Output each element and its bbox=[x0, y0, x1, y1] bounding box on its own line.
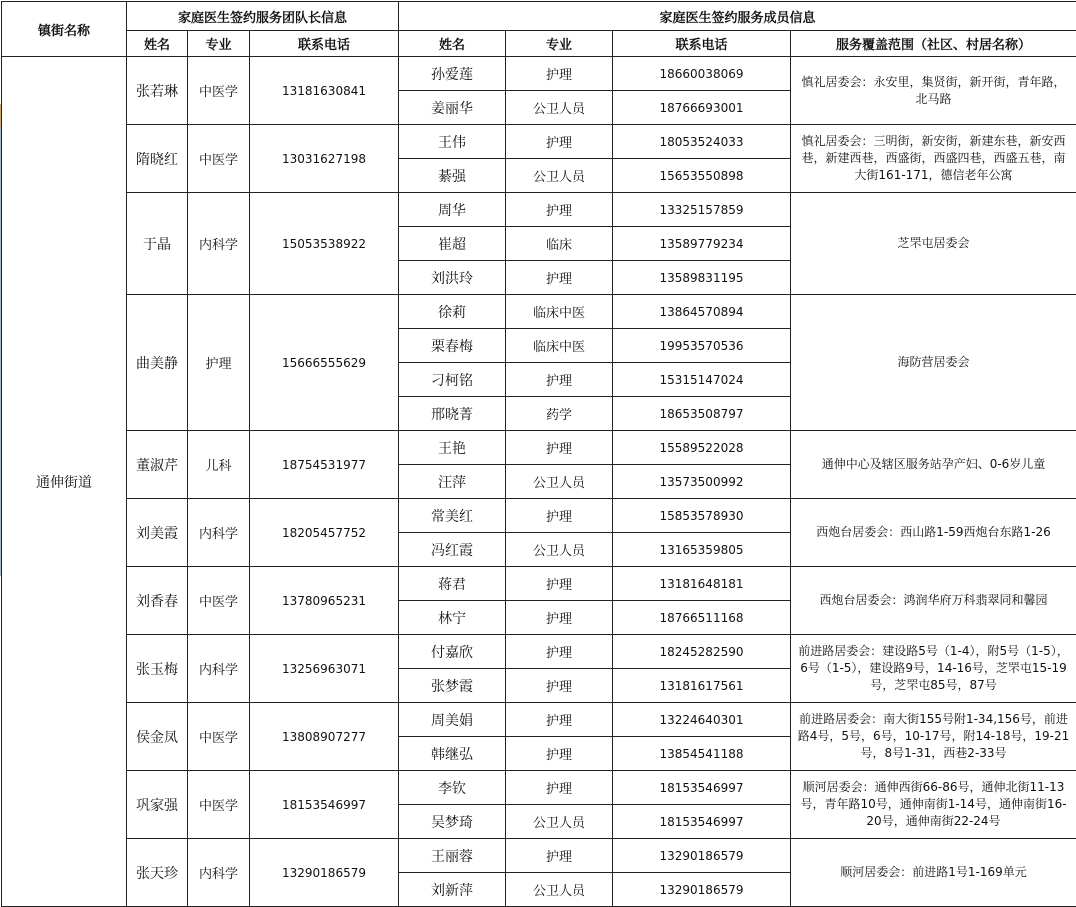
leader-phone: 15666555629 bbox=[249, 294, 399, 431]
leader-name: 董淑芹 bbox=[126, 430, 188, 499]
leader-specialty: 中医学 bbox=[187, 770, 250, 839]
leader-phone: 13808907277 bbox=[249, 702, 399, 771]
member-phone: 13864570894 bbox=[612, 294, 791, 329]
header-member-col: 联系电话 bbox=[612, 30, 791, 57]
leader-specialty: 中医学 bbox=[187, 124, 250, 193]
member-name: 王艳 bbox=[398, 430, 506, 465]
member-phone: 15589522028 bbox=[612, 430, 791, 465]
member-phone: 13181648181 bbox=[612, 566, 791, 601]
street-name: 通伸街道 bbox=[1, 56, 127, 907]
leader-phone: 18153546997 bbox=[249, 770, 399, 839]
member-phone: 18660038069 bbox=[612, 56, 791, 91]
member-name: 刁柯铭 bbox=[398, 362, 506, 397]
member-specialty: 护理 bbox=[505, 192, 613, 227]
member-name: 汪萍 bbox=[398, 464, 506, 499]
member-name: 姜丽华 bbox=[398, 90, 506, 125]
header-member-group: 家庭医生签约服务成员信息 bbox=[398, 1, 1076, 31]
member-specialty: 护理 bbox=[505, 600, 613, 635]
member-specialty: 护理 bbox=[505, 124, 613, 159]
member-name: 崔超 bbox=[398, 226, 506, 261]
member-phone: 18153546997 bbox=[612, 804, 791, 839]
leader-phone: 18754531977 bbox=[249, 430, 399, 499]
leader-name: 侯金凤 bbox=[126, 702, 188, 771]
member-name: 周华 bbox=[398, 192, 506, 227]
service-area: 顺河居委会：通伸西街66-86号，通伸北街11-13号，青年路10号，通伸南街1-14号，通伸南街16-20号，通伸南街22-24号 bbox=[790, 770, 1076, 839]
service-area: 西炮台居委会：西山路1-59西炮台东路1-26 bbox=[790, 498, 1076, 567]
member-phone: 18766693001 bbox=[612, 90, 791, 125]
member-phone: 18653508797 bbox=[612, 396, 791, 431]
leader-name: 巩家强 bbox=[126, 770, 188, 839]
member-name: 刘新萍 bbox=[398, 872, 506, 907]
leader-specialty: 内科学 bbox=[187, 838, 250, 907]
leader-phone: 18205457752 bbox=[249, 498, 399, 567]
service-area: 西炮台居委会：鸿润华府万科翡翠同和馨园 bbox=[790, 566, 1076, 635]
leader-phone: 13181630841 bbox=[249, 56, 399, 125]
member-specialty: 公卫人员 bbox=[505, 158, 613, 193]
member-phone: 19953570536 bbox=[612, 328, 791, 363]
member-specialty: 药学 bbox=[505, 396, 613, 431]
member-name: 徐莉 bbox=[398, 294, 506, 329]
member-phone: 13290186579 bbox=[612, 838, 791, 873]
leader-name: 张若琳 bbox=[126, 56, 188, 125]
member-phone: 13290186579 bbox=[612, 872, 791, 907]
member-phone: 18245282590 bbox=[612, 634, 791, 669]
member-name: 孙爱莲 bbox=[398, 56, 506, 91]
service-area: 慎礼居委会：永安里，集贤街，新开街，青年路，北马路 bbox=[790, 56, 1076, 125]
member-specialty: 护理 bbox=[505, 668, 613, 703]
member-specialty: 护理 bbox=[505, 770, 613, 805]
member-name: 李钦 bbox=[398, 770, 506, 805]
header-street: 镇街名称 bbox=[1, 1, 127, 57]
member-name: 王丽蓉 bbox=[398, 838, 506, 873]
member-name: 吴梦琦 bbox=[398, 804, 506, 839]
member-phone: 15653550898 bbox=[612, 158, 791, 193]
leader-name: 张玉梅 bbox=[126, 634, 188, 703]
leader-specialty: 中医学 bbox=[187, 566, 250, 635]
member-specialty: 护理 bbox=[505, 56, 613, 91]
member-specialty: 护理 bbox=[505, 838, 613, 873]
leader-phone: 13031627198 bbox=[249, 124, 399, 193]
header-leader-col: 专业 bbox=[187, 30, 250, 57]
member-specialty: 护理 bbox=[505, 702, 613, 737]
member-specialty: 公卫人员 bbox=[505, 90, 613, 125]
member-phone: 18766511168 bbox=[612, 600, 791, 635]
leader-name: 张天珍 bbox=[126, 838, 188, 907]
member-name: 邢晓菁 bbox=[398, 396, 506, 431]
service-area: 通伸中心及辖区服务站孕产妇、0-6岁儿童 bbox=[790, 430, 1076, 499]
member-phone: 18153546997 bbox=[612, 770, 791, 805]
member-name: 林宁 bbox=[398, 600, 506, 635]
member-specialty: 护理 bbox=[505, 634, 613, 669]
leader-name: 于晶 bbox=[126, 192, 188, 295]
header-member-col: 服务覆盖范围（社区、村居名称） bbox=[790, 30, 1076, 57]
leader-name: 隋晓红 bbox=[126, 124, 188, 193]
header-member-col: 姓名 bbox=[398, 30, 506, 57]
service-area: 前进路居委会：建设路5号（1-4），附5号（1-5），6号（1-5），建设路9号，14-16号，芝罘屯15-19号，芝罘屯85号，87号 bbox=[790, 634, 1076, 703]
leader-name: 刘香春 bbox=[126, 566, 188, 635]
member-name: 冯红霞 bbox=[398, 532, 506, 567]
member-specialty: 护理 bbox=[505, 260, 613, 295]
leader-phone: 13256963071 bbox=[249, 634, 399, 703]
member-name: 常美红 bbox=[398, 498, 506, 533]
member-phone: 15853578930 bbox=[612, 498, 791, 533]
member-phone: 15315147024 bbox=[612, 362, 791, 397]
header-leader-col: 联系电话 bbox=[249, 30, 399, 57]
member-specialty: 临床中医 bbox=[505, 328, 613, 363]
member-phone: 13224640301 bbox=[612, 702, 791, 737]
member-specialty: 临床中医 bbox=[505, 294, 613, 329]
member-specialty: 护理 bbox=[505, 430, 613, 465]
leader-phone: 13290186579 bbox=[249, 838, 399, 907]
member-name: 付嘉欣 bbox=[398, 634, 506, 669]
member-specialty: 公卫人员 bbox=[505, 532, 613, 567]
member-name: 王伟 bbox=[398, 124, 506, 159]
member-specialty: 护理 bbox=[505, 498, 613, 533]
member-specialty: 临床 bbox=[505, 226, 613, 261]
member-phone: 13854541188 bbox=[612, 736, 791, 771]
leader-specialty: 内科学 bbox=[187, 192, 250, 295]
member-phone: 18053524033 bbox=[612, 124, 791, 159]
member-name: 刘洪玲 bbox=[398, 260, 506, 295]
header-leader-col: 姓名 bbox=[126, 30, 188, 57]
member-name: 栗春梅 bbox=[398, 328, 506, 363]
leader-specialty: 内科学 bbox=[187, 634, 250, 703]
member-phone: 13325157859 bbox=[612, 192, 791, 227]
member-phone: 13181617561 bbox=[612, 668, 791, 703]
service-area: 顺河居委会：前进路1号1-169单元 bbox=[790, 838, 1076, 907]
member-name: 蒋君 bbox=[398, 566, 506, 601]
member-name: 张梦霞 bbox=[398, 668, 506, 703]
leader-name: 曲美静 bbox=[126, 294, 188, 431]
member-specialty: 公卫人员 bbox=[505, 464, 613, 499]
member-specialty: 护理 bbox=[505, 736, 613, 771]
service-area: 芝罘屯居委会 bbox=[790, 192, 1076, 295]
leader-phone: 13780965231 bbox=[249, 566, 399, 635]
header-leader-group: 家庭医生签约服务团队长信息 bbox=[126, 1, 399, 31]
leader-phone: 15053538922 bbox=[249, 192, 399, 295]
service-area: 慎礼居委会：三明街，新安街，新建东巷，新安西巷，新建西巷，西盛街，西盛四巷，西盛五巷，南大街161-171，德信老年公寓 bbox=[790, 124, 1076, 193]
leader-specialty: 内科学 bbox=[187, 498, 250, 567]
member-phone: 13589779234 bbox=[612, 226, 791, 261]
leader-specialty: 护理 bbox=[187, 294, 250, 431]
member-phone: 13589831195 bbox=[612, 260, 791, 295]
leader-specialty: 儿科 bbox=[187, 430, 250, 499]
member-name: 韩继弘 bbox=[398, 736, 506, 771]
leader-specialty: 中医学 bbox=[187, 702, 250, 771]
member-name: 周美娟 bbox=[398, 702, 506, 737]
leader-name: 刘美霞 bbox=[126, 498, 188, 567]
member-specialty: 公卫人员 bbox=[505, 804, 613, 839]
member-phone: 13165359805 bbox=[612, 532, 791, 567]
member-name: 綦强 bbox=[398, 158, 506, 193]
header-member-col: 专业 bbox=[505, 30, 613, 57]
service-area: 海防营居委会 bbox=[790, 294, 1076, 431]
leader-specialty: 中医学 bbox=[187, 56, 250, 125]
member-specialty: 护理 bbox=[505, 362, 613, 397]
member-specialty: 公卫人员 bbox=[505, 872, 613, 907]
member-specialty: 护理 bbox=[505, 566, 613, 601]
service-area: 前进路居委会：南大街155号附1-34,156号，前进路4号，5号，6号，10-17号，附14-18号，19-21号，8号1-31，西巷2-33号 bbox=[790, 702, 1076, 771]
member-phone: 13573500992 bbox=[612, 464, 791, 499]
